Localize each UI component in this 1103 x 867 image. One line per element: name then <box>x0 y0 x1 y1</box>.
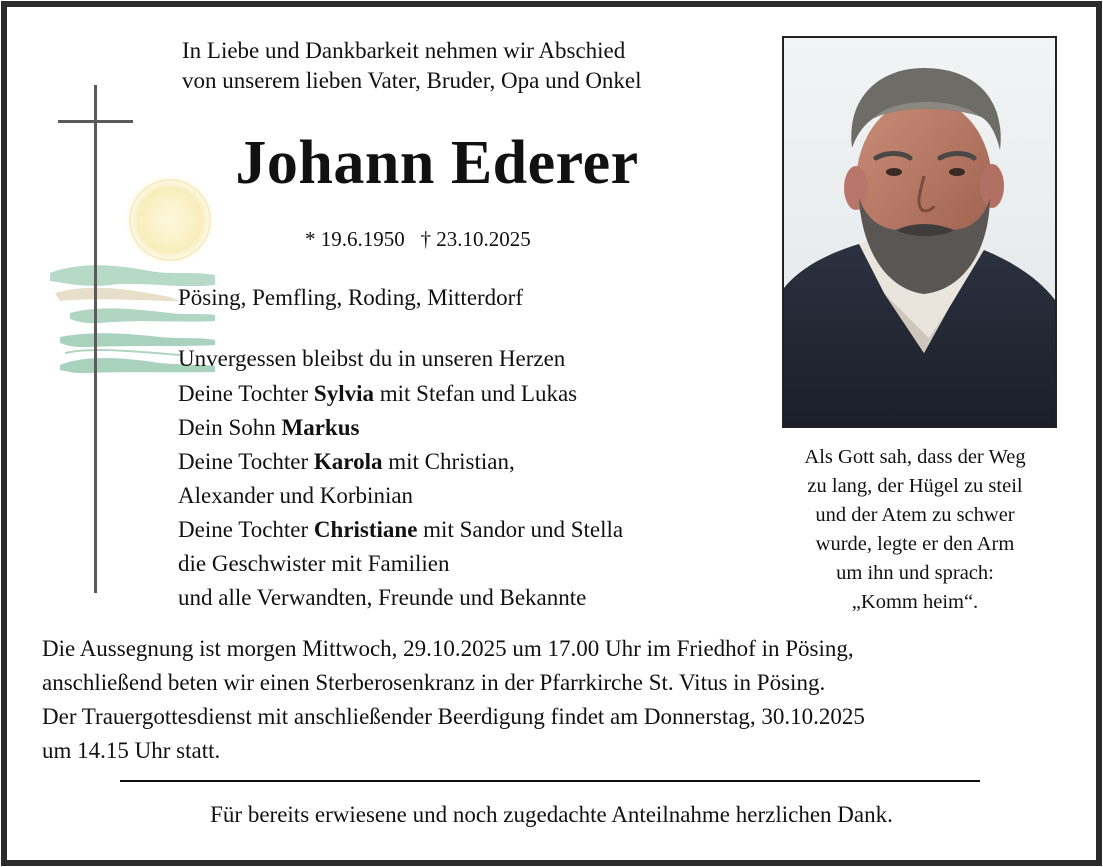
memorial-motto: Unvergessen bleibst du in unseren Herzen <box>178 346 566 371</box>
family-list <box>178 342 748 615</box>
family-name-bold: Karola <box>313 449 383 474</box>
family-line <box>178 411 748 445</box>
family-text: Deine Tochter <box>178 449 314 474</box>
quote-line: und der Atem zu schwer <box>815 504 1015 526</box>
quote-line: zu lang, der Hügel zu steil <box>807 475 1023 497</box>
family-name-bold: Markus <box>281 415 360 440</box>
family-name-bold: Christiane <box>313 517 418 542</box>
intro-text <box>182 36 762 96</box>
funeral-notice <box>42 632 1062 768</box>
family-line: die Geschwister mit Familien <box>178 551 450 576</box>
family-text: mit Sandor und Stella <box>417 517 624 542</box>
cross-vertical-beam <box>94 85 97 593</box>
family-line: und alle Verwandten, Freunde und Bekannte <box>178 585 587 610</box>
family-text: Deine Tochter <box>178 517 314 542</box>
divider-line <box>120 780 980 782</box>
family-text: Deine Tochter <box>178 381 314 406</box>
quote-line: um ihn und sprach: <box>836 562 994 584</box>
family-line <box>178 513 748 547</box>
quote-line: „Komm heim“. <box>851 591 979 613</box>
notice-line: um 14.15 Uhr statt. <box>42 738 221 763</box>
portrait-photo <box>782 36 1057 428</box>
intro-line: In Liebe und Dankbarkeit nehmen wir Abschied <box>182 38 626 63</box>
cross-horizontal-beam <box>58 120 133 123</box>
thanks-line: Für bereits erwiesene und noch zugedachte Anteilnahme herzlichen Dank. <box>210 802 893 827</box>
intro-line: von unserem lieben Vater, Bruder, Opa und Onkel <box>182 68 642 93</box>
family-text: mit Christian, <box>382 449 515 474</box>
life-dates: * 19.6.1950 † 23.10.2025 <box>305 227 531 251</box>
notice-line: anschließend beten wir einen Sterberosenkranz in der Pfarrkirche St. Vitus in Pösing. <box>42 670 826 695</box>
portrait-illustration <box>784 38 1055 426</box>
notice-line: Der Trauergottesdienst mit anschließender Beerdigung findet am Donnerstag, 30.10.2025 <box>42 704 865 729</box>
family-line: Alexander und Korbinian <box>178 483 414 508</box>
family-line <box>178 445 748 479</box>
deceased-name: Johann Ederer <box>235 129 639 197</box>
memorial-quote <box>770 443 1060 617</box>
hill-shape <box>55 288 180 301</box>
notice-line: Die Aussegnung ist morgen Mittwoch, 29.10.2025 um 17.00 Uhr im Friedhof in Pösing, <box>42 636 854 661</box>
quote-line: wurde, legte er den Arm <box>815 533 1015 555</box>
family-text: mit Stefan und Lukas <box>374 381 578 406</box>
family-name-bold: Sylvia <box>313 381 374 406</box>
places-list: Pösing, Pemfling, Roding, Mitterdorf <box>178 285 523 310</box>
family-text: Dein Sohn <box>178 415 282 440</box>
family-line <box>178 377 748 411</box>
quote-line: Als Gott sah, dass der Weg <box>804 446 1026 468</box>
